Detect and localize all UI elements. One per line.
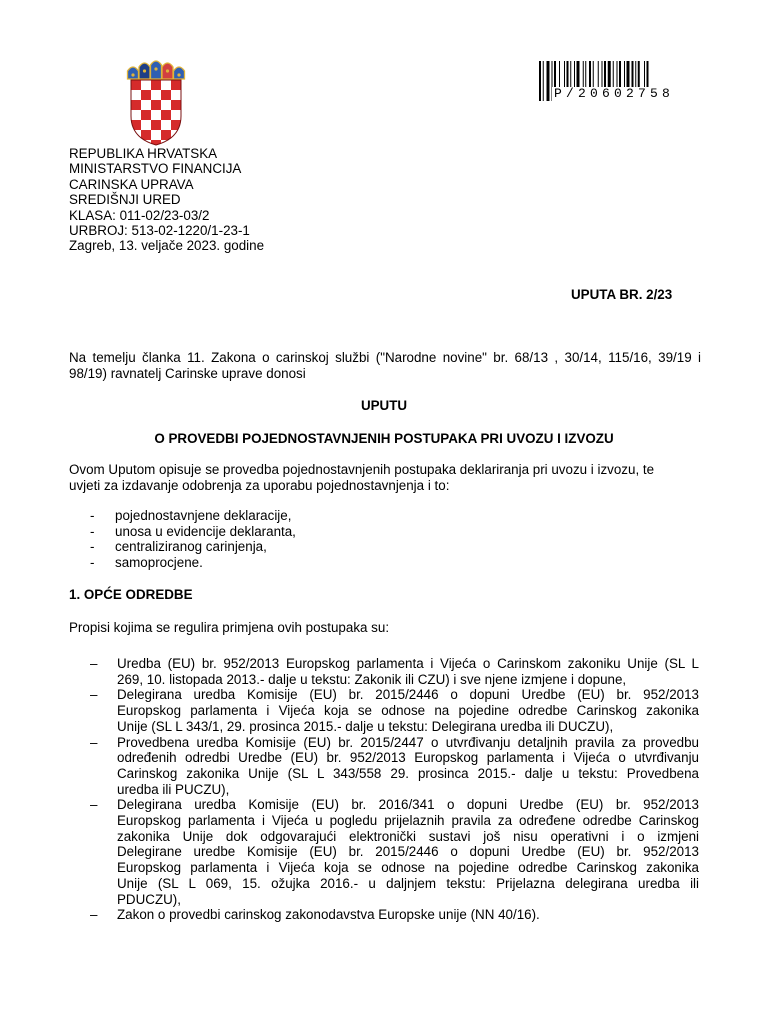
list-item-text: unosa u evidencije deklaranta,: [115, 523, 296, 539]
regulation-item: [90, 735, 699, 798]
list-item: [90, 539, 296, 555]
list-item: [90, 508, 296, 524]
letterhead-klasa: KLASA: 011-02/23-03/2: [69, 207, 210, 223]
letterhead-date: Zagreb, 13. veljače 2023. godine: [69, 238, 265, 254]
letterhead-administration: CARINSKA UPRAVA: [69, 176, 194, 192]
regulations-intro: Propisi kojima se regulira primjena ovih postupaka su:: [69, 620, 390, 635]
regulation-line: zakonika Unije dok odgovarajući elektronički sustavi još nisu operativni i o izmjeni: [117, 828, 699, 844]
regulation-line: Delegirane uredbe Komisije (EU) br. 2015/2446 o dopuni Uredbe (EU) br. 952/2013: [117, 844, 699, 860]
regulation-line: Zakon o provedbi carinskog zakonodavstva Europske unije (NN 40/16).: [117, 907, 540, 923]
regulation-line: 269, 10. listopada 2013.- dalje u tekstu: Zakonik ili CZU) i sve njene izmjene i dopune,: [117, 671, 627, 687]
list-marker: –: [90, 907, 98, 923]
list-marker: -: [90, 539, 95, 555]
regulation-item: [90, 907, 699, 923]
regulations-list: [90, 656, 699, 923]
list-item-text: samoprocjene.: [115, 555, 203, 571]
list-marker: -: [90, 523, 95, 539]
document-heading: UPUTU: [360, 398, 408, 413]
simplification-list: [90, 508, 296, 571]
list-marker: –: [90, 734, 98, 750]
list-marker: -: [90, 508, 95, 523]
section-heading: 1. OPĆE ODREDBE: [69, 587, 193, 602]
list-item: [90, 524, 296, 540]
regulation-line: uredba ili PUCZU),: [117, 781, 230, 797]
letterhead-ministry: MINISTARSTVO FINANCIJA: [69, 161, 242, 177]
description-paragraph: [69, 462, 701, 494]
regulation-item: [90, 656, 699, 687]
regulation-line: Delegirana uredba Komisije (EU) br. 2015/2446 o dopuni Uredbe (EU) br. 952/2013: [117, 687, 699, 703]
list-item: [90, 555, 296, 571]
letterhead-office: SREDIŠNJI URED: [69, 192, 181, 208]
description-line: Ovom Uputom opisuje se provedba pojednostavnjenih postupaka deklariranja pri uvozu i izvozu, te: [69, 462, 655, 477]
list-item-text: pojednostavnjene deklaracije,: [115, 508, 292, 523]
regulation-line: Europskog parlamenta i Vijeća koja se odnose na pojedine odredbe Carinskog zakonika: [117, 860, 699, 876]
instruction-number: UPUTA BR. 2/23: [571, 287, 673, 302]
letterhead-urbroj: URBROJ: 513-02-1220/1-23-1: [69, 223, 250, 239]
intro-line: Na temelju članka 11. Zakona o carinskoj službi ("Narodne novine" br. 68/13 , 30/14, 115/16, 39/19 i: [69, 350, 701, 365]
barcode-number: P/20602758: [554, 86, 675, 101]
list-marker: –: [90, 656, 98, 671]
description-line: uvjeti za izdavanje odobrenja za uporabu pojednostavnjenja i to:: [69, 478, 450, 493]
document-barcode: [538, 61, 690, 101]
regulation-line: Europskog parlamenta i Vijeća koja se odnose na pojedine odredbe Carinskog zakonika: [117, 703, 699, 719]
intro-paragraph: [69, 350, 701, 382]
regulation-line: Delegirana uredba Komisije (EU) br. 2016/341 o dopuni Uredbe (EU) br. 952/2013: [117, 797, 699, 813]
list-item-text: centraliziranog carinjenja,: [115, 539, 267, 555]
list-marker: –: [90, 797, 98, 813]
regulation-line: Europskog parlamenta i Vijeća u pogledu prijelaznih pravila za određene odredbe Carinskog: [117, 813, 699, 829]
letterhead: [69, 146, 264, 254]
letterhead-republic: REPUBLIKA HRVATSKA: [69, 146, 218, 161]
intro-line: 98/19) ravnatelj Carinske uprave donosi: [69, 366, 306, 381]
document-title: O PROVEDBI POJEDNOSTAVNJENIH POSTUPAKA PRI UVOZU I IZVOZU: [154, 431, 614, 446]
regulation-item: [90, 687, 699, 734]
regulation-line: Unije (SL L 069, 15. ožujka 2016.- u daljnjem tekstu: Prijelazna delegirana uredba ili: [117, 875, 699, 891]
regulation-line: Unije (SL L 343/1, 29. prosinca 2015.- dalje u tekstu: Delegirana uredba ili DUCZU),: [117, 718, 614, 734]
regulation-line: Provedbena uredba Komisije (EU) br. 2015/2447 o utvrđivanju detaljnih pravila za provedbu: [117, 734, 699, 750]
list-marker: –: [90, 687, 98, 703]
regulation-item: [90, 797, 699, 907]
regulation-line: Carinskog zakonika Unije (SL L 343/558 29. prosinca 2015.- dalje u tekstu: Provedbena: [117, 765, 699, 781]
regulation-line: Uredba (EU) br. 952/2013 Europskog parlamenta i Vijeća o Carinskom zakoniku Unije (SL L: [117, 656, 699, 671]
regulation-line: PDUCZU),: [117, 891, 181, 907]
croatian-coat-of-arms-icon: [125, 58, 187, 146]
regulation-line: određenih odredbi Uredbe (EU) br. 952/2013 Europskog parlamenta i Vijeća o utvrđivanju: [117, 750, 699, 766]
list-marker: -: [90, 555, 95, 571]
